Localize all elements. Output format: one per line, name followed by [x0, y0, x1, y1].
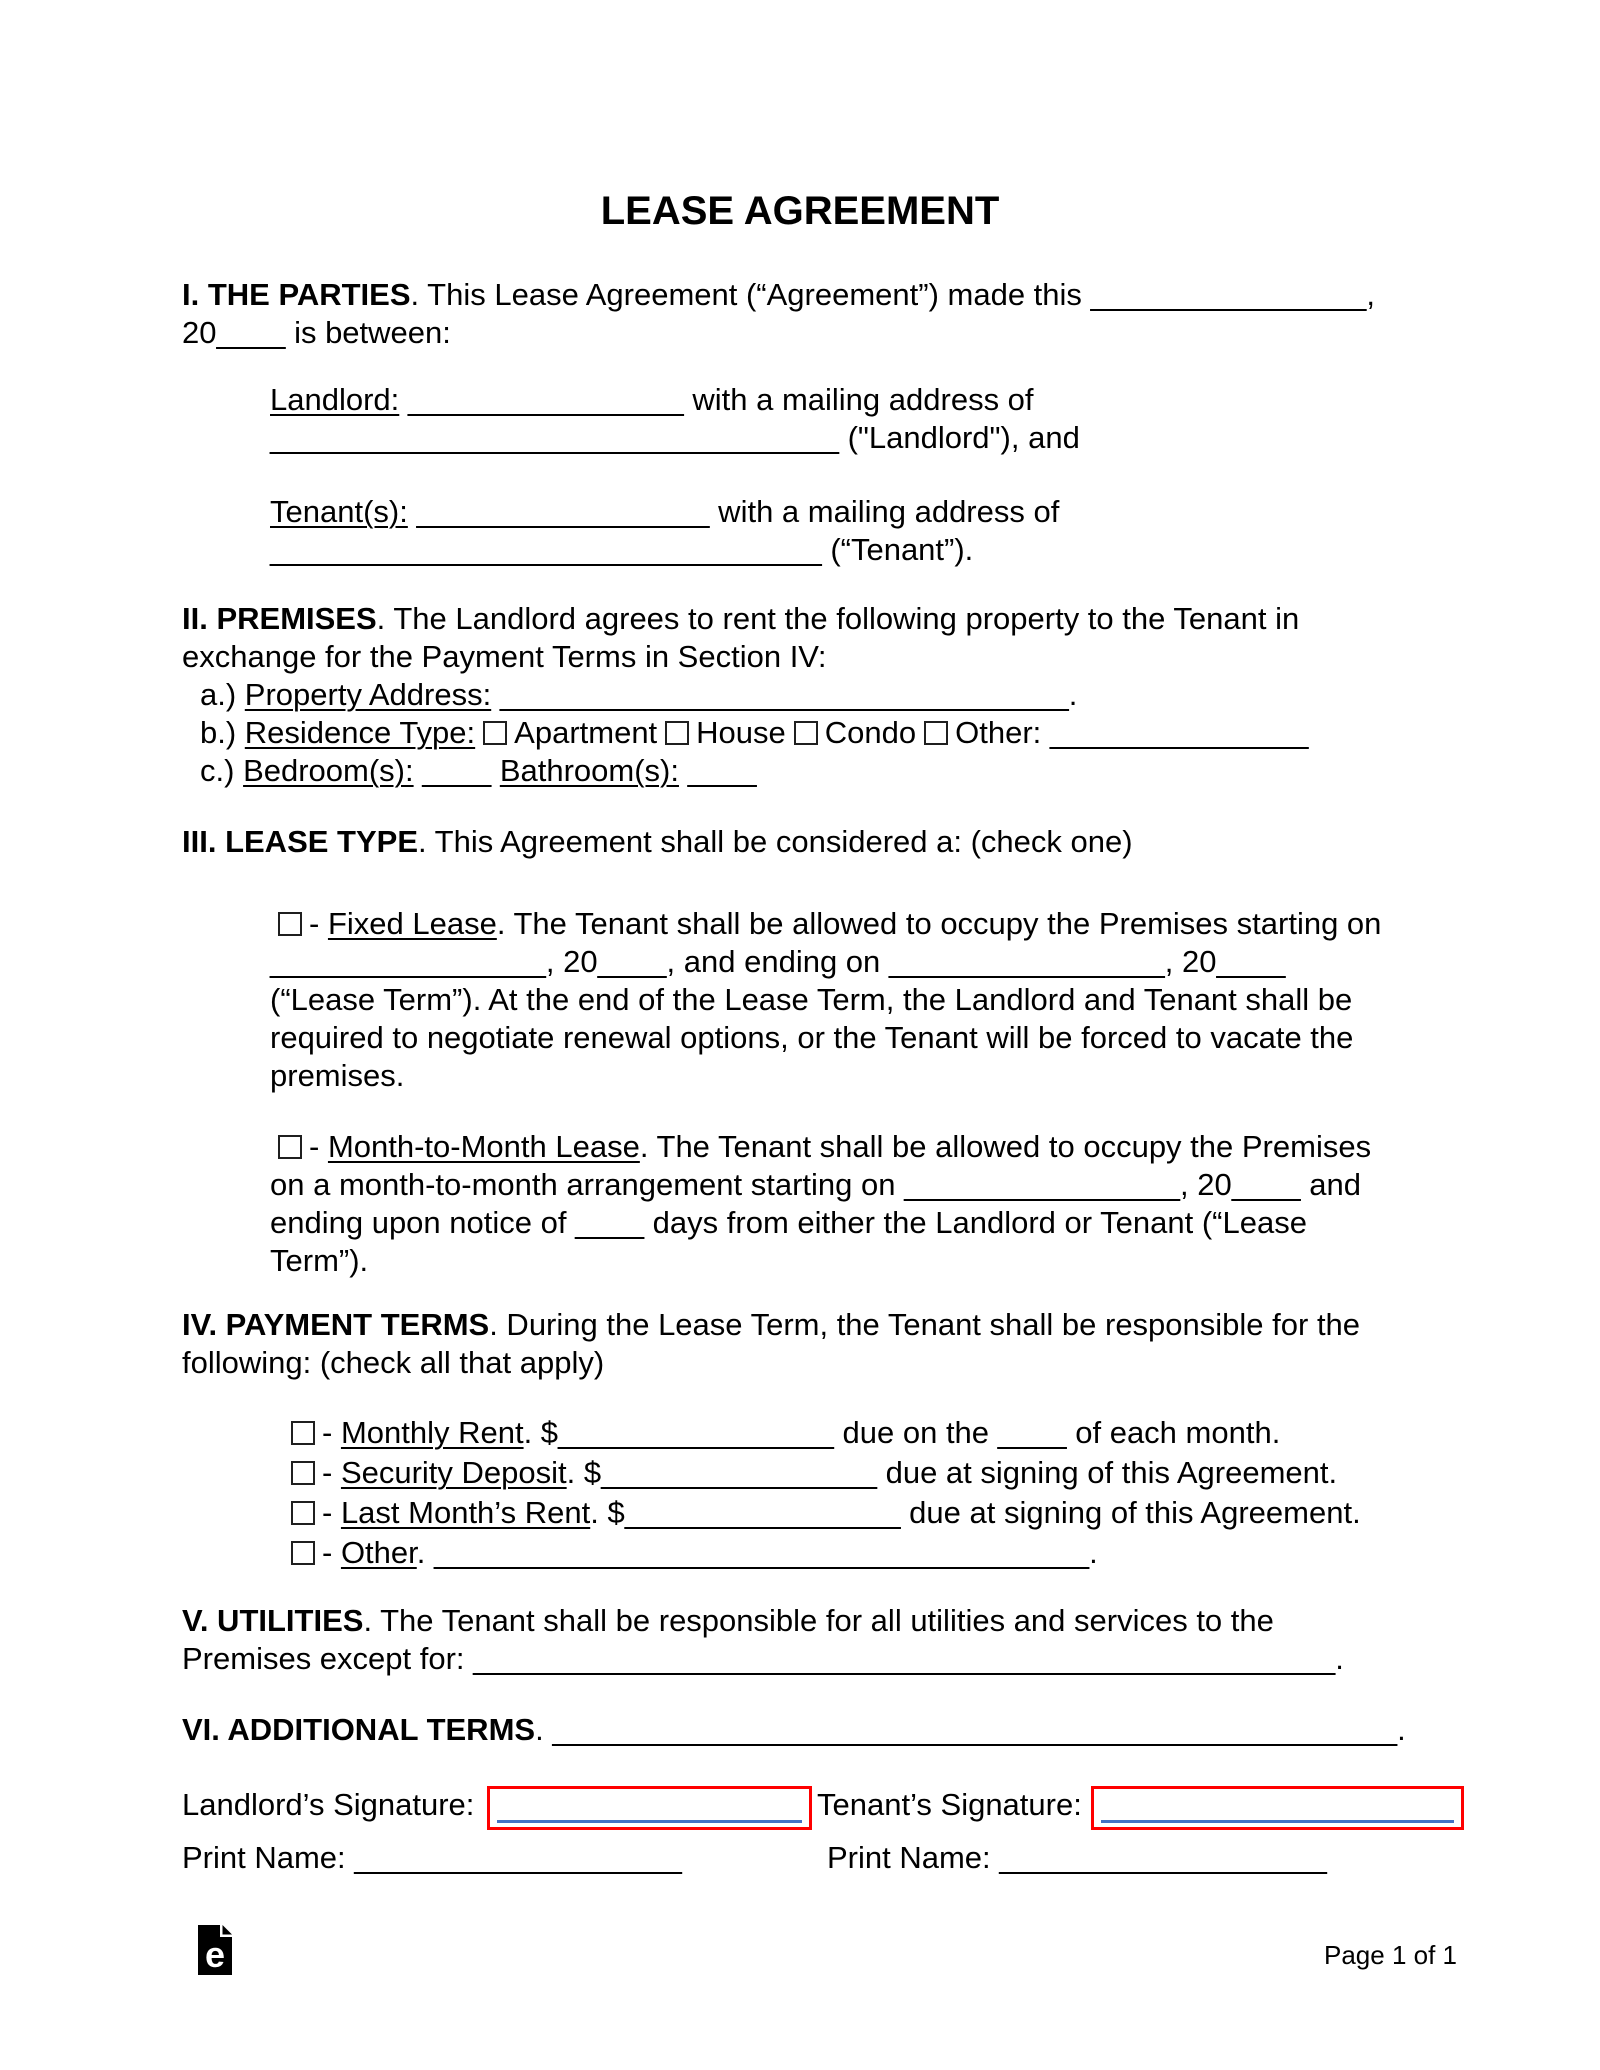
payment-items [283, 1413, 1361, 1573]
payment-item-security-deposit: - Security Deposit. $________________ due at signing of this Agreement. [283, 1453, 1361, 1493]
payment-item-other: - Other. ______________________________________. [283, 1533, 1361, 1573]
section-payment-terms: IV. PAYMENT TERMS. During the Lease Term, the Tenant shall be responsible for the following: (check all that apply) [182, 1307, 1361, 1380]
monthly-rent-label: Monthly Rent [340, 1415, 524, 1450]
blank-landlord-address: _________________________________ [270, 420, 839, 455]
landlord-label: Landlord: [270, 382, 400, 417]
checkbox-other-payment[interactable] [291, 1541, 315, 1565]
last-months-rent-label: Last Month’s Rent [340, 1495, 591, 1530]
parties-heading: I. THE PARTIES [182, 277, 411, 312]
checkbox-security-deposit[interactable] [291, 1461, 315, 1485]
blank-fixed-end-date: ________________ [888, 944, 1165, 979]
premises-heading: II. PREMISES [182, 601, 377, 636]
bedrooms-label: Bedroom(s): [243, 753, 414, 788]
checkbox-month-to-month[interactable] [278, 1135, 302, 1159]
month-to-month-clause: - Month-to-Month Lease. The Tenant shall be allowed to occupy the Premises on a month-to-month arrangement starting on ________________, 20____ and ending upon notice of ____ days from either the Landlord or Tenant (“Lease Term”). [270, 1129, 1372, 1278]
blank-fixed-start-year: ____ [597, 944, 667, 979]
tenant-signature-label: Tenant’s Signature: [817, 1787, 1082, 1822]
eforms-logo-letter: e [204, 1934, 226, 1975]
tenant-signature-field[interactable] [1091, 1786, 1464, 1830]
premises-item-rooms: c.) Bedroom(s): ____ Bathroom(s): ____ [200, 753, 757, 788]
month-to-month-label: Month-to-Month Lease [327, 1129, 640, 1164]
checkbox-house[interactable] [665, 721, 689, 745]
fixed-lease-clause: - Fixed Lease. The Tenant shall be allowed to occupy the Premises starting on ________________, 20____, and ending on ________________, 20____ (“Lease Term”). At the end of the Lease Term, the Landlord and Tenant shall be required to negotiate renewal options, or the Tenant will be forced to vacate the premises. [270, 906, 1382, 1093]
option-house-label: House [696, 715, 786, 750]
payment-terms-heading: IV. PAYMENT TERMS [182, 1307, 490, 1342]
blank-utilities-exceptions: __________________________________________________ [473, 1641, 1336, 1676]
blank-landlord-name: ________________ [399, 382, 684, 417]
tenant-print-name: Print Name: ___________________ [827, 1840, 1327, 1875]
blank-tenant-address: ________________________________ [270, 532, 822, 567]
blank-mtm-start-year: ____ [1231, 1167, 1301, 1202]
eforms-logo-icon [198, 1925, 232, 1975]
option-other-label: Other: [955, 715, 1042, 750]
document-title: LEASE AGREEMENT [600, 189, 1000, 233]
security-deposit-label: Security Deposit [340, 1455, 567, 1490]
section-lease-type: III. LEASE TYPE. This Agreement shall be considered a: (check one) [182, 824, 1133, 859]
utilities-heading: V. UTILITIES [182, 1603, 364, 1638]
blank-bedrooms: ____ [413, 753, 500, 788]
blank-monthly-rent-day: ____ [997, 1415, 1067, 1450]
option-condo-label: Condo [824, 715, 917, 750]
section-utilities: V. UTILITIES. The Tenant shall be responsible for all utilities and services to the Premises except for: __________________________________________________. [182, 1603, 1344, 1676]
blank-other-payment: ______________________________________ [434, 1535, 1090, 1570]
checkbox-condo[interactable] [794, 721, 818, 745]
blank-agreement-date: ________________ [1090, 277, 1367, 312]
landlord-signature-field[interactable] [487, 1786, 812, 1830]
premises-item-residence-type: b.) Residence Type: Apartment House Condo Other: _______________ [200, 715, 1309, 750]
blank-mtm-start-date: ________________ [904, 1167, 1180, 1202]
blank-tenant-print-name: ___________________ [999, 1840, 1327, 1875]
checkbox-other-residence[interactable] [924, 721, 948, 745]
blank-property-address: _________________________________ [491, 677, 1069, 712]
blank-last-months-rent-amount: ________________ [624, 1495, 901, 1530]
landlord-clause: Landlord: ________________ with a mailing address of _________________________________ ("Landlord"), and [270, 382, 1080, 455]
blank-monthly-rent-amount: ________________ [558, 1415, 834, 1450]
blank-agreement-year: ____ [216, 315, 286, 350]
checkbox-last-months-rent[interactable] [291, 1501, 315, 1525]
landlord-signature-label: Landlord’s Signature: [182, 1787, 475, 1822]
bathrooms-label: Bathroom(s): [499, 753, 679, 788]
blank-security-deposit-amount: ________________ [601, 1455, 877, 1490]
blank-bathrooms: ____ [678, 753, 757, 788]
tenant-label: Tenant(s): [270, 494, 408, 529]
section-parties: I. THE PARTIES. This Lease Agreement (“Agreement”) made this ________________, 20____ is between: [182, 277, 1376, 350]
tenant-signature-line [1101, 1820, 1454, 1823]
blank-landlord-print-name: ___________________ [354, 1840, 682, 1875]
checkbox-monthly-rent[interactable] [291, 1421, 315, 1445]
blank-additional-terms: _________________________________________________ [552, 1712, 1398, 1747]
checkbox-fixed-lease[interactable] [278, 912, 302, 936]
property-address-label: Property Address: [244, 677, 492, 712]
lease-type-heading: III. LEASE TYPE [182, 824, 418, 859]
page-number: Page 1 of 1 [1324, 1940, 1457, 1970]
checkbox-apartment[interactable] [483, 721, 507, 745]
residence-type-label: Residence Type: [244, 715, 476, 750]
parties-intro-text: . This Lease Agreement (“Agreement”) made this [410, 277, 1091, 312]
blank-mtm-notice-days: ____ [575, 1205, 645, 1240]
tenant-clause: Tenant(s): _________________ with a mailing address of ________________________________ (“Tenant”). [270, 494, 1060, 567]
landlord-print-name: Print Name: ___________________ [182, 1840, 682, 1875]
landlord-signature-line [497, 1820, 802, 1823]
payment-item-last-months-rent: - Last Month’s Rent. $________________ due at signing of this Agreement. [283, 1493, 1361, 1533]
blank-residence-other: _______________ [1041, 715, 1309, 750]
blank-fixed-start-date: ________________ [270, 944, 546, 979]
payment-item-monthly-rent: - Monthly Rent. $________________ due on the ____ of each month. [283, 1413, 1361, 1453]
option-apartment-label: Apartment [514, 715, 658, 750]
blank-tenant-name: _________________ [407, 494, 710, 529]
premises-item-property-address: a.) Property Address: _________________________________. [200, 677, 1078, 712]
section-premises: II. PREMISES. The Landlord agrees to rent the following property to the Tenant in exchange for the Payment Terms in Section IV: a.) Property Address: _________________________________. b.) Residence Type: Apartment House Condo Other: _______________ c.) Bedroom(s): ____ Bathroom(s): ____ [182, 601, 1309, 788]
additional-terms-heading: VI. ADDITIONAL TERMS [182, 1712, 536, 1747]
other-payment-label: Other [340, 1535, 417, 1570]
blank-fixed-end-year: ____ [1216, 944, 1286, 979]
fixed-lease-label: Fixed Lease [327, 906, 497, 941]
section-additional-terms: VI. ADDITIONAL TERMS. _________________________________________________. [182, 1712, 1406, 1747]
